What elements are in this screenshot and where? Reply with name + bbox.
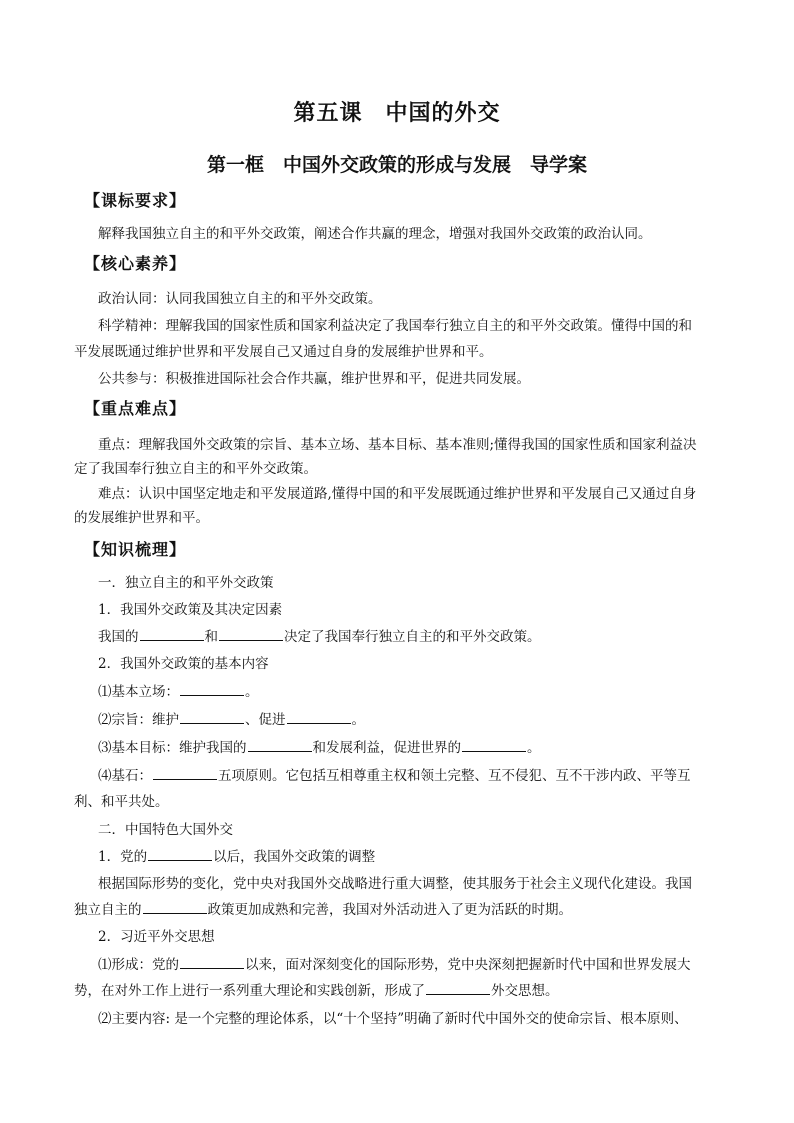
heading-literacy: 【核心素养】 (84, 254, 187, 273)
item-basic-position: ⑴基本立场： 。 (98, 684, 259, 700)
difficulty-line2: 的发展维护世界和平。 (74, 510, 209, 526)
adjustment-line1: 根据国际形势的变化，党中央对我国外交战略进行重大调整，使其服务于社会主义现代化建设。我国 (98, 876, 692, 892)
blank[interactable] (462, 739, 526, 752)
section-1-2-title: 2．我国外交政策的基本内容 (98, 656, 269, 672)
item-purpose: ⑵宗旨：维护 、促进 。 (98, 712, 365, 728)
literacy-public: 公共参与：积极推进国际社会合作共赢，维护世界和平，促进共同发展。 (98, 371, 530, 387)
key-point-line2: 定了我国奉行独立自主的和平外交政策。 (74, 461, 317, 477)
blank[interactable] (143, 901, 207, 914)
fill-line-factors: 我国的 和 决定了我国奉行独立自主的和平外交政策。 (98, 629, 541, 645)
section-1-title: 一．独立自主的和平外交政策 (98, 575, 274, 591)
item-cornerstone-cont: 利、和平共处。 (74, 794, 169, 810)
lesson-title: 第五课 中国的外交 (293, 100, 501, 126)
literacy-political: 政治认同：认同我国独立自主的和平外交政策。 (98, 291, 382, 307)
blank[interactable] (148, 848, 212, 861)
heading-knowledge: 【知识梳理】 (84, 540, 187, 559)
difficulty-line1: 难点：认识中国坚定地走和平发展道路,懂得中国的和平发展既通过维护世界和平发展自己又通过自身 (98, 486, 697, 502)
section-1-1-title: 1．我国外交政策及其决定因素 (98, 602, 283, 618)
blank[interactable] (219, 628, 283, 641)
adjustment-line2: 独立自主的 政策更加成熟和完善，我国对外活动进入了更为活跃的时期。 (74, 902, 572, 918)
heading-key-points: 【重点难点】 (84, 399, 187, 418)
standard-text: 解释我国独立自主的和平外交政策，阐述合作共赢的理念，增强对我国外交政策的政治认同。 (98, 226, 652, 242)
main-content-line1: ⑵主要内容: 是一个完整的理论体系，以“十个坚持”明确了新时代中国外交的使命宗旨、根本原则、 (98, 1011, 688, 1027)
heading-standard: 【课标要求】 (84, 191, 187, 210)
section-2-1-title: 1．党的 以后，我国外交政策的调整 (98, 849, 376, 865)
literacy-science-line1: 科学精神：理解我国的国家性质和国家利益决定了我国奉行独立自主的和平外交政策。懂得中国的和 (98, 318, 692, 334)
blank[interactable] (248, 739, 312, 752)
item-basic-goal: ⑶基本目标：维护我国的 和发展利益，促进世界的 。 (98, 740, 541, 756)
blank[interactable] (426, 982, 490, 995)
blank[interactable] (180, 956, 244, 969)
item-cornerstone: ⑷基石： 五项原则。它包括互相尊重主权和领土完整、互不侵犯、互不干涉内政、平等互 (98, 768, 691, 784)
section-2-2-title: 2．习近平外交思想 (98, 929, 215, 945)
literacy-science-line2: 平发展既通过维护世界和平发展自己又通过自身的发展维护世界和平。 (74, 344, 493, 360)
blank[interactable] (140, 628, 204, 641)
formation-line1: ⑴形成：党的 以来，面对深刻变化的国际形势，党中央深刻把握新时代中国和世界发展大 (98, 957, 691, 973)
section-title: 第一框 中国外交政策的形成与发展 导学案 (206, 154, 587, 176)
blank[interactable] (180, 711, 244, 724)
blank[interactable] (153, 767, 217, 780)
blank[interactable] (180, 683, 244, 696)
section-2-title: 二．中国特色大国外交 (98, 822, 233, 838)
key-point-line1: 重点：理解我国外交政策的宗旨、基本立场、基本目标、基本准则;懂得我国的国家性质和国家利益决 (98, 437, 697, 453)
blank[interactable] (287, 711, 351, 724)
formation-line2: 势，在对外工作上进行一系列重大理论和实践创新，形成了 外交思想。 (74, 983, 559, 999)
